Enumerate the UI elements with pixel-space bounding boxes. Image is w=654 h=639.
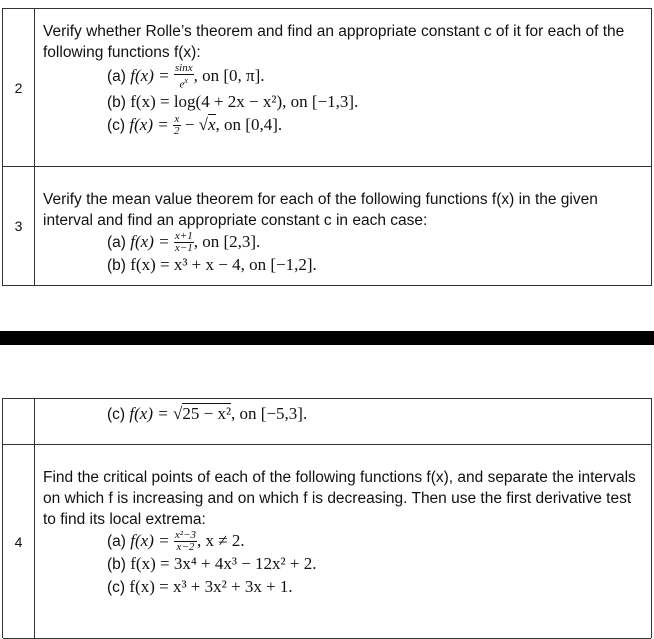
- sub-label: (b): [107, 257, 126, 275]
- row-content: [35, 9, 651, 166]
- numerator: x²−3: [174, 529, 196, 542]
- condition: , x ≠ 2.: [197, 531, 245, 550]
- root-sign: √: [173, 404, 183, 423]
- function-lhs: f(x) =: [130, 65, 170, 85]
- numerator: x+1: [174, 230, 193, 243]
- question-intro: Verify whether Rolle’s theorem and find an appropriate constant c of it for each of the following functions f(x):: [43, 23, 625, 61]
- interval: , on [−5,3].: [231, 404, 308, 423]
- sub-question-b: [107, 254, 643, 277]
- row-number-empty: [3, 399, 35, 444]
- sub-label: (c): [107, 579, 126, 597]
- sub-question-c: [107, 114, 643, 137]
- sub-question-c: [107, 576, 643, 599]
- table-row: [3, 399, 651, 445]
- sub-question-a: [107, 63, 643, 91]
- fraction: [173, 114, 181, 137]
- sub-label: (a): [107, 67, 126, 85]
- numerator: sinx: [174, 62, 193, 74]
- sub-label: (a): [107, 234, 126, 251]
- sub-label: (b): [107, 93, 126, 111]
- exponent: x: [184, 76, 188, 85]
- sub-question-a: [107, 231, 643, 254]
- denominator: 2: [174, 125, 180, 138]
- denominator: x−1: [174, 242, 193, 255]
- table-row: [3, 167, 651, 285]
- denominator-base: e: [179, 78, 185, 91]
- table-row: [3, 445, 651, 639]
- fraction: [174, 530, 197, 553]
- denominator: [174, 75, 194, 91]
- function-lhs: f(x) =: [130, 232, 170, 251]
- function-expression: f(x) = 3x⁴ + 4x³ − 12x² + 2.: [130, 554, 317, 574]
- function-lhs: f(x) =: [130, 531, 170, 550]
- radicand: 25 − x²: [182, 404, 232, 423]
- question-intro: Verify the mean value theorem for each of the following functions f(x) in the given interval and find an appropriate constant c in each case:: [43, 191, 598, 229]
- interval: , on [2,3].: [193, 232, 261, 251]
- sub-label: (a): [107, 533, 126, 550]
- interval: , on [0, π].: [193, 65, 265, 85]
- exercise-table-top: [2, 8, 652, 286]
- function-expression: f(x) = log(4 + 2x − x²), on [−1,3].: [130, 91, 359, 111]
- row-number: 4: [3, 445, 35, 638]
- row-content: [35, 167, 651, 285]
- row-number: 3: [3, 167, 35, 285]
- row-number: 2: [3, 9, 35, 166]
- sub-label: (c): [107, 116, 126, 134]
- function-lhs: f(x) =: [129, 114, 169, 134]
- question-intro: Find the critical points of each of the following functions f(x), and separate the intervals on which f is increasing and on which f is decreasing. Then use the first derivative test to find its local extrema:: [43, 469, 636, 528]
- sub-question-b: [107, 91, 643, 114]
- function-lhs: f(x) =: [129, 404, 169, 423]
- row-content: [35, 445, 651, 638]
- table-row: [3, 9, 651, 167]
- minus-root: − √: [184, 114, 208, 134]
- sub-question-a: [107, 530, 643, 553]
- fraction: [174, 231, 194, 254]
- sub-label: (b): [107, 556, 126, 574]
- function-expression: f(x) = x³ + 3x² + 3x + 1.: [129, 577, 293, 597]
- numerator: x: [174, 113, 180, 126]
- exercise-table-bottom: [2, 398, 652, 638]
- interval: , on [0,4].: [215, 114, 283, 134]
- row-content: [35, 399, 651, 444]
- function-expression: f(x) = x³ + x − 4, on [−1,2].: [130, 255, 317, 275]
- denominator: x−2: [176, 541, 195, 554]
- sub-label: (c): [107, 406, 126, 423]
- fraction: [174, 63, 194, 91]
- page-break-bar: [0, 331, 654, 345]
- sub-question-b: [107, 553, 643, 576]
- sub-question-c: [107, 403, 643, 426]
- radicand: x: [208, 114, 216, 134]
